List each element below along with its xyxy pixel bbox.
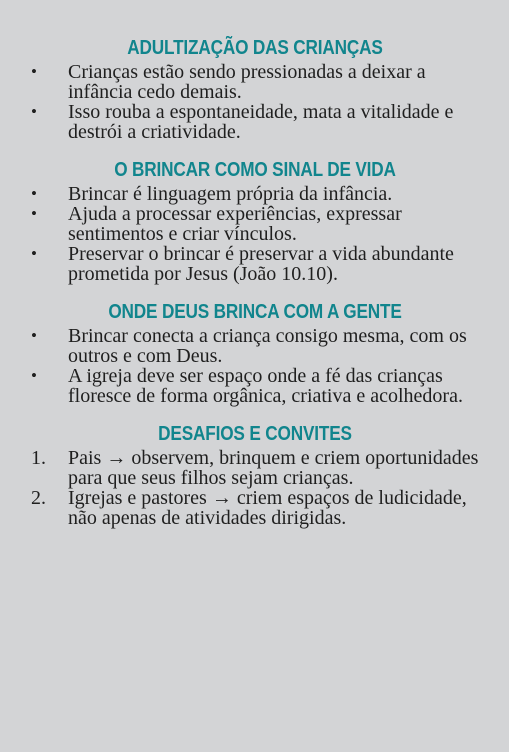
list-item (31, 244, 479, 284)
bullet-list (31, 62, 479, 142)
number-marker: 1. (31, 447, 46, 469)
bullet-marker: • (31, 62, 37, 81)
list-item-text: Crianças estão sendo pressionadas a deixar a infância cedo demais. (68, 61, 426, 103)
list-item (31, 184, 479, 204)
section-heading: ONDE DEUS BRINCA COM A GENTE (108, 301, 402, 323)
list-item-text: Ajuda a processar experiências, expressar sentimentos e criar vínculos. (68, 203, 402, 245)
list-item (31, 366, 479, 406)
list-item-text: Brincar é linguagem própria da infância. (68, 183, 393, 205)
list-item (31, 204, 479, 244)
list-item (31, 448, 479, 488)
list-item (31, 488, 479, 528)
number-marker: 2. (31, 487, 46, 509)
section-heading: DESAFIOS E CONVITES (158, 423, 352, 445)
list-item (31, 102, 479, 142)
list-item-text: Preservar o brincar é preservar a vida abundante prometida por Jesus (João 10.10). (68, 243, 454, 285)
list-item (31, 62, 479, 102)
section-heading: O BRINCAR COMO SINAL DE VIDA (114, 159, 396, 181)
list-item-text: Brincar conecta a criança consigo mesma, com os outros e com Deus. (68, 325, 467, 367)
section-heading: ADULTIZAÇÃO DAS CRIANÇAS (127, 37, 383, 59)
bullet-marker: • (31, 326, 37, 345)
bullet-marker: • (31, 204, 37, 223)
bullet-marker: • (31, 366, 37, 385)
bullet-marker: • (31, 184, 37, 203)
list-item-text: Igrejas e pastores → criem espaços de ludicidade, não apenas de atividades dirigidas. (68, 487, 467, 529)
bullet-marker: • (31, 102, 37, 121)
bullet-list (31, 184, 479, 284)
bullet-list (31, 326, 479, 406)
list-item-text: Pais → observem, brinquem e criem oportunidades para que seus filhos sejam crianças. (68, 447, 479, 489)
bullet-marker: • (31, 244, 37, 263)
section-brincar-sinal-de-vida (31, 158, 479, 284)
list-item (31, 326, 479, 366)
section-desafios-e-convites (31, 422, 479, 528)
list-item-text: Isso rouba a espontaneidade, mata a vitalidade e destrói a criatividade. (68, 101, 454, 143)
numbered-list (31, 448, 479, 528)
section-onde-deus-brinca (31, 300, 479, 406)
section-adultizacao (31, 36, 479, 142)
list-item-text: A igreja deve ser espaço onde a fé das crianças floresce de forma orgânica, criativa e acolhedora. (68, 365, 463, 407)
